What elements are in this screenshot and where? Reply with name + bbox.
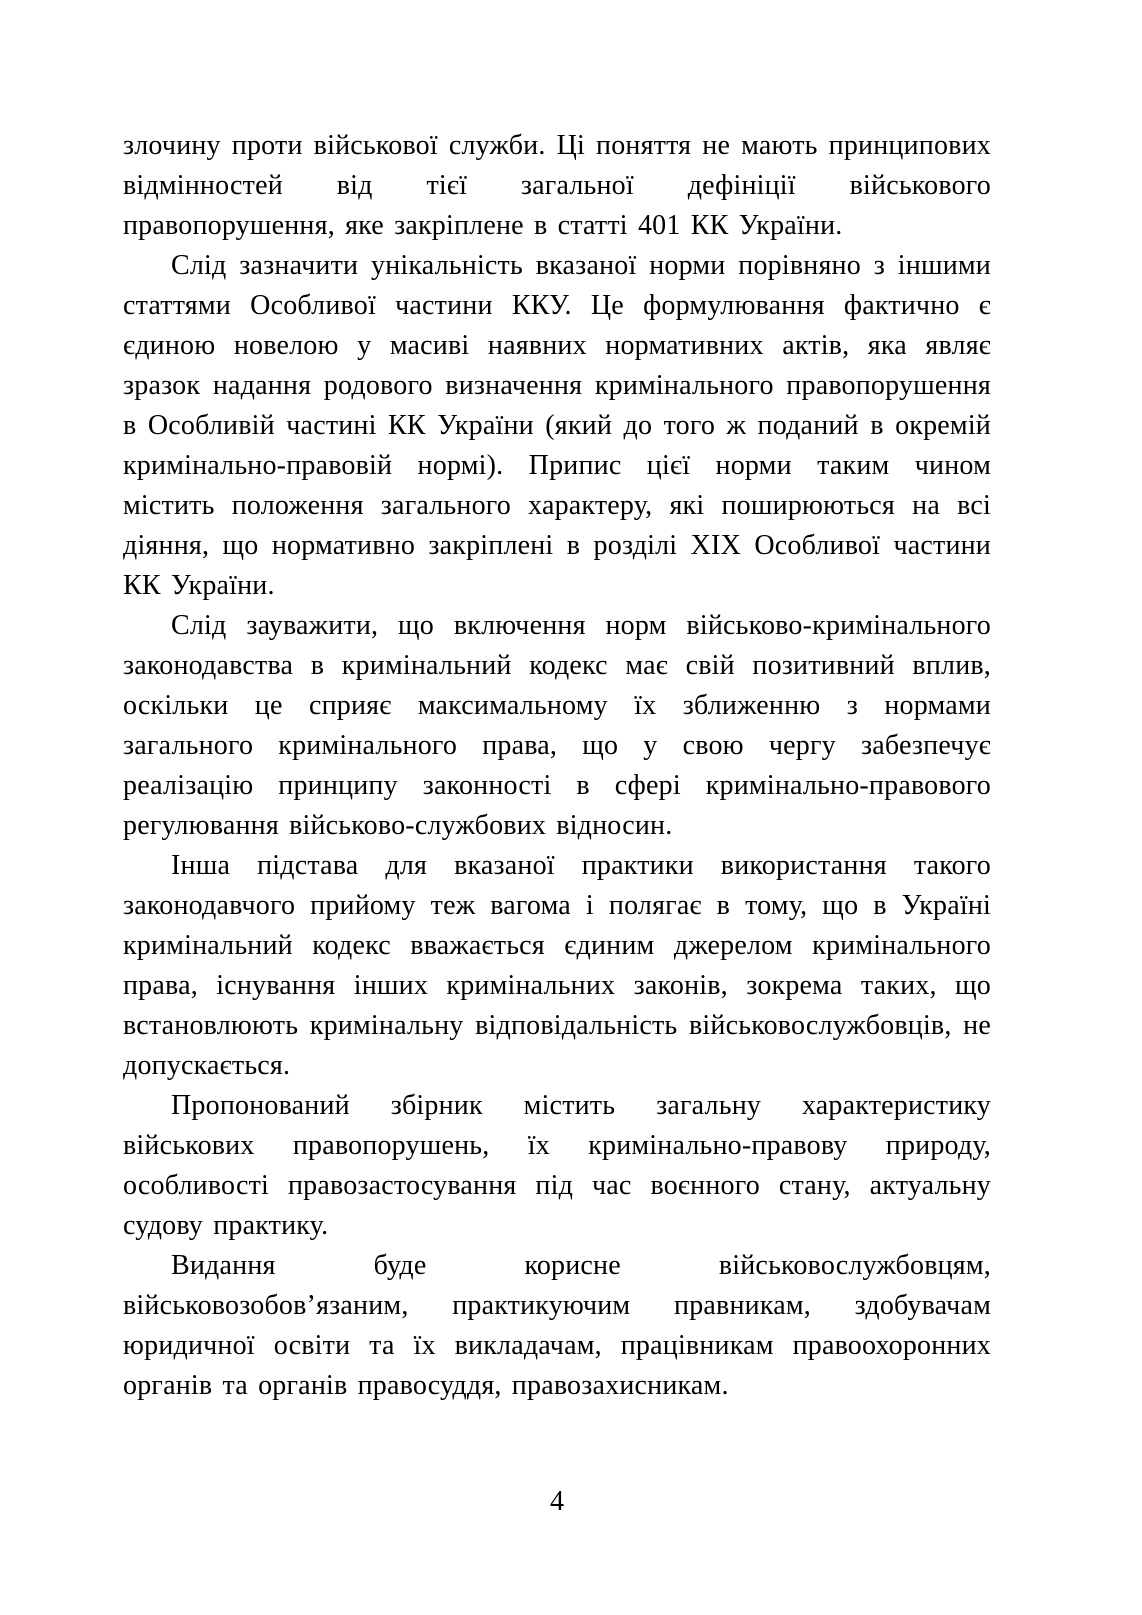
page-body-text <box>123 126 991 1406</box>
paragraph: Слід зауважити, що включення норм військово-кримінального законодавства в кримінальний кодекс має свій позитивний вплив, оскільки це сприяє максимальному їх зближенню з нормами загального кримінального права, що у свою чергу забезпечує реалізацію принципу законності в сфері кримінально-правового регулювання військово-службових відносин. <box>123 610 991 841</box>
paragraph-continuation: злочину проти військової служби. Ці поняття не мають принципових відмінностей від тієї загальної дефініції військового правопорушення, яке закріплене в статті 401 КК України. <box>123 130 991 241</box>
paragraph: Видання буде корисне військовослужбовцям, військовозобов’язаним, практикуючим правникам, здобувачам юридичної освіти та їх викладачам, працівникам правоохоронних органів та органів правосуддя, правозахисникам. <box>123 1250 991 1401</box>
page-number: 4 <box>550 1486 564 1517</box>
paragraph: Слід зазначити унікальність вказаної норми порівняно з іншими статтями Особливої частини ККУ. Це формулювання фактично є єдиною новелою у масиві наявних нормативних актів, яка являє зразок надання родового визначення кримінального правопорушення в Особливій частині КК України (який до того ж поданий в окремій кримінально-правовій нормі). Припис цієї норми таким чином містить положення загального характеру, які поширюються на всі діяння, що нормативно закріплені в розділі XIX Особливої частини КК України. <box>123 250 991 601</box>
paragraph: Інша підстава для вказаної практики використання такого законодавчого прийому теж вагома і полягає в тому, що в Україні кримінальний кодекс вважається єдиним джерелом кримінального права, існування інших кримінальних законів, зокрема таких, що встановлюють кримінальну відповідальність військовослужбовців, не допускається. <box>123 850 991 1081</box>
paragraph: Пропонований збірник містить загальну характеристику військових правопорушень, їх кримінально-правову природу, особливості правозастосування під час воєнного стану, актуальну судову практику. <box>123 1090 991 1241</box>
